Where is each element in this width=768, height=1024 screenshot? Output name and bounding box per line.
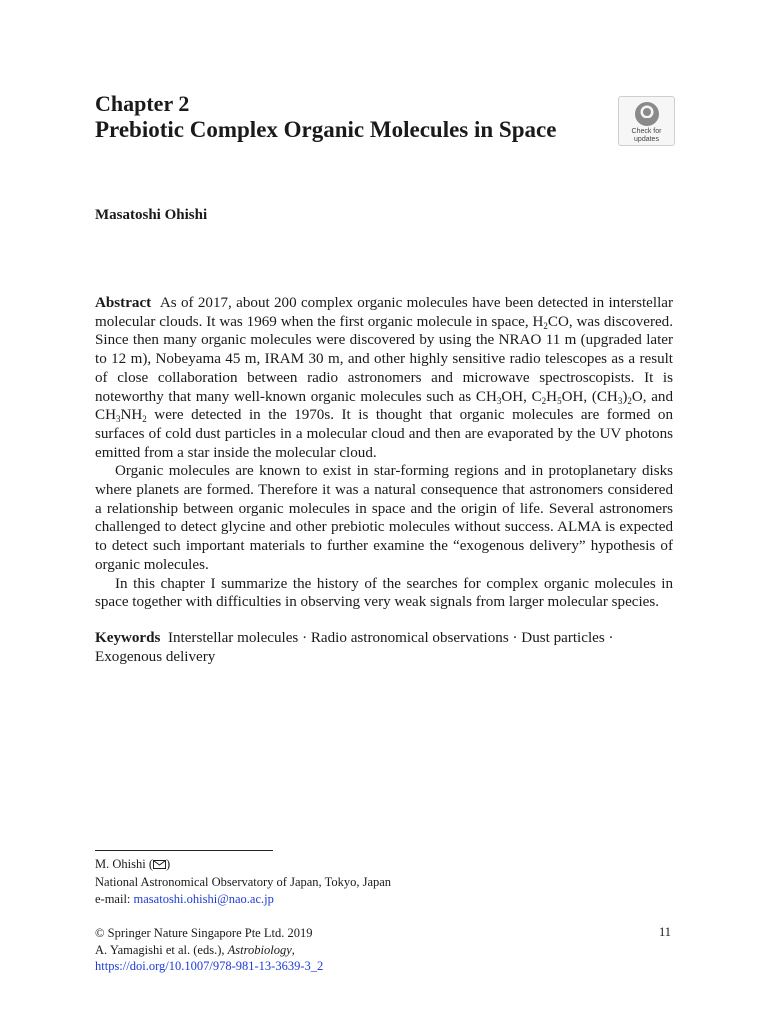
footnote-divider (95, 850, 273, 851)
footnote-affiliation: National Astronomical Observatory of Japan, Tokyo, Japan (95, 875, 392, 889)
abstract-paragraph-3: In this chapter I summarize the history of the searches for complex organic molecules in space together with difficulties in observing very weak signals from larger molecular species. (95, 575, 673, 611)
envelope-icon[interactable] (153, 857, 166, 874)
book-title: Astrobiology (227, 942, 292, 957)
citation-comma: , (291, 942, 295, 957)
badge-line-2: updates (634, 136, 659, 143)
chapter-title: Prebiotic Complex Organic Molecules in Space (95, 117, 557, 142)
abstract-label: Abstract (95, 295, 152, 311)
chapter-label: Chapter 2 (95, 91, 190, 116)
check-for-updates-icon (634, 101, 660, 127)
footnote-email-line (95, 891, 391, 908)
check-for-updates-badge[interactable] (618, 96, 675, 146)
keywords-text: Interstellar molecules · Radio astronomical observations · Dust particles · Exogenous delivery (95, 629, 614, 665)
footnote-name-end: ) (166, 857, 171, 871)
abstract-section (95, 294, 673, 666)
footnote-name: M. Ohishi ( (95, 857, 153, 871)
badge-line-1: Check for (631, 128, 662, 135)
author-footnote (95, 856, 391, 908)
abstract-text-1b: CO, was discovered. Since then many organic molecules were discovered by using the NRAO 11 m (upgraded later to 12 m), Nobeyama 45 m, IRAM 30 m, and other highly sensitive radio telescopes as a result of close collaboration between radio astronomers and microwave spectroscopists. It is noteworthy that many well-known organic molecules such as (95, 313, 673, 405)
author-name: Masatoshi Ohishi (95, 207, 208, 223)
abstract-paragraph-1: Abstract As of 2017, about 200 complex organic molecules have been detected in interstellar molecular clouds. It was 1969 when the first organic molecule in space, $H_2CO$, was discovered. Since then many organic molecules were discovered by using the NRAO 11 m (upgraded later to 12 m), Nobeyama 45 m, IRAM 30 m, and other highly sensitive radio telescopes as a result of close collaboration between radio astronomers and microwave spectroscopists. It is noteworthy that many well-known organic molecules such as $CH_3OH$, $C_2H_5OH$, $(CH_3)_2O$, and $CH_3NH_2$ were detected in the 1970s. It is thought that organic molecules are formed on surfaces of cold dust particles in a molecular cloud and then are evaporated by the UV photons emitted from a star inside the molecular cloud. (95, 295, 674, 461)
abstract-paragraph-2: Organic molecules are known to exist in star-forming regions and in protoplanetary disks where planets are formed. Therefore it was a natural consequence that astronomers considered a relationship between organic molecules in space and the origin of life. Several astronomers challenged to detect glycine and other prebiotic molecules without success. ALMA is expected to detect such important materials to further examine the “exogenous delivery” hypothesis of organic molecules. (95, 463, 673, 573)
page-number: 11 (659, 925, 672, 939)
copyright-block (95, 925, 323, 975)
citation-line (95, 942, 323, 959)
keywords-label: Keywords (95, 629, 161, 646)
abstract-text-1a: As of 2017, about 200 complex organic molecules have been detected in interstellar molecular clouds. It was 1969 when the first organic molecule in space, H (95, 295, 673, 330)
citation-editors: A. Yamagishi et al. (eds.), (95, 942, 228, 957)
footnote-name-line (95, 856, 391, 874)
copyright-line: © Springer Nature Singapore Pte Ltd. 2019 (95, 926, 313, 940)
abstract-text-1c: were detected in the 1970s. It is thought that organic molecules are formed on surfaces of cold dust particles in a molecular cloud and then are evaporated by the UV photons emitted from a star inside the molecular cloud. (95, 407, 673, 461)
doi-link[interactable]: https://doi.org/10.1007/978-981-13-3639-3_2 (95, 959, 324, 973)
keywords (95, 629, 673, 666)
email-label: e-mail: (95, 892, 134, 906)
email-link[interactable]: masatoshi.ohishi@nao.ac.jp (133, 892, 274, 906)
